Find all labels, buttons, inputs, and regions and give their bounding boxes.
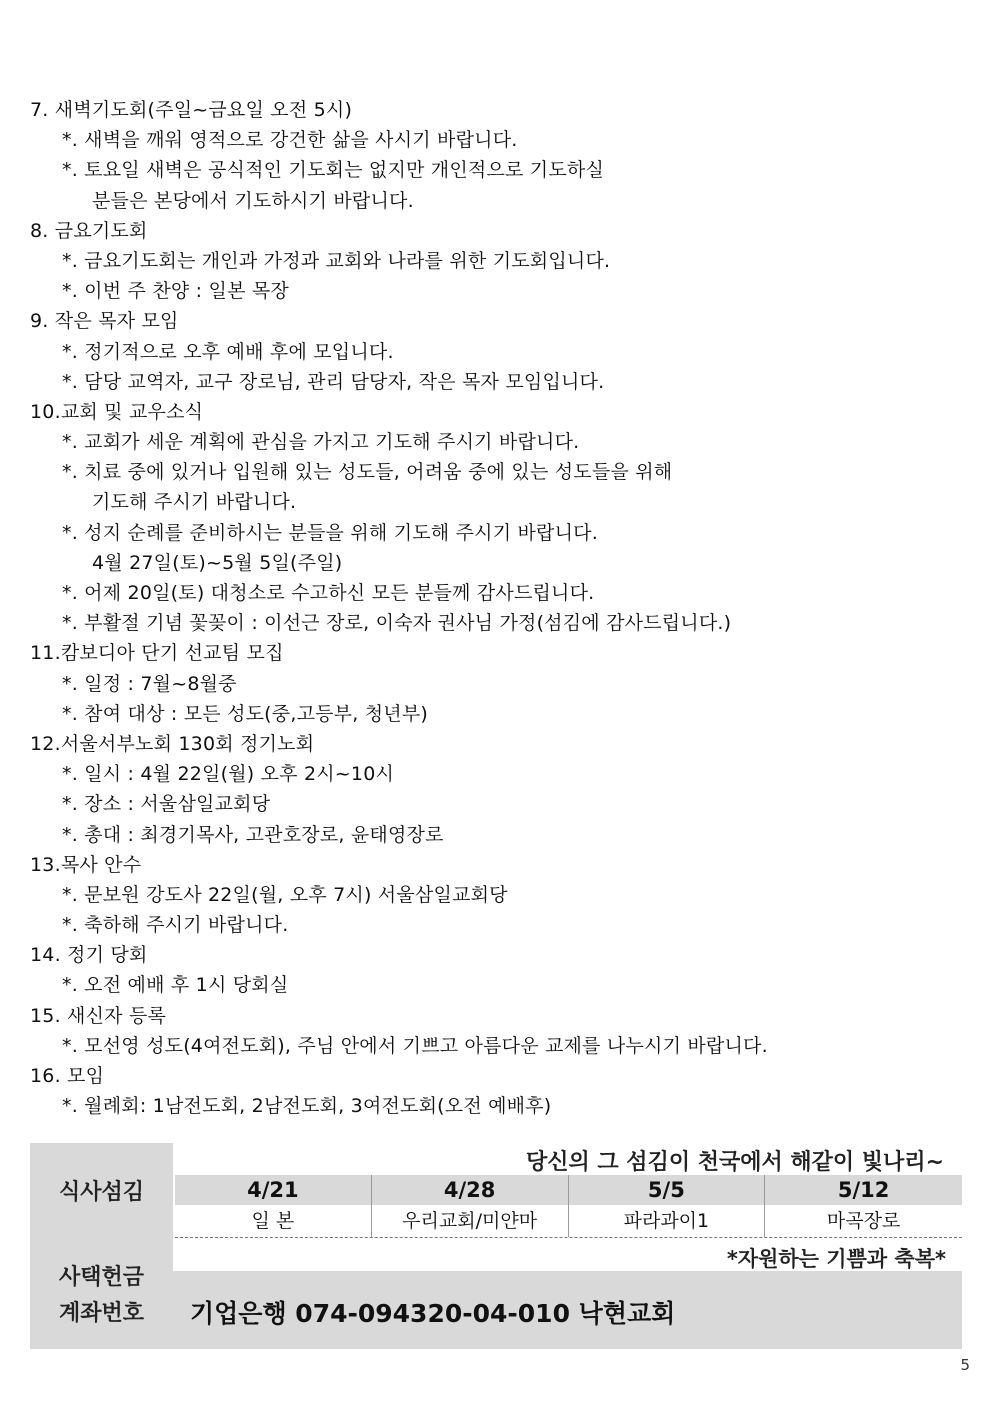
announcement-item: *. 장소 : 서울삼일교회당 [62,793,271,816]
announcement-item: *. 부활절 기념 꽃꽂이 : 이선근 장로, 이숙자 권사님 가정(섬김에 감사드립니다.) [62,612,732,635]
section-heading: 13.목사 안수 [30,853,142,876]
section-heading: 7. 새벽기도회(주일~금요일 오전 5시) [30,99,353,121]
section-heading: 10.교회 및 교우소식 [30,400,204,423]
announcement-item: *. 치료 중에 있거나 입원해 있는 성도들, 어려움 중에 있는 성도들을 위해 [62,461,673,484]
announcement-item: *. 문보원 강도사 22일(월, 오후 7시) 서울삼일교회당 [62,883,508,906]
section-heading: 12.서울서부노회 130회 정기노회 [30,732,315,755]
announcement-item: *. 총대 : 최경기목사, 고관호장로, 윤태영장로 [62,823,444,846]
offering-label: 사택헌금 [58,1265,144,1290]
server-cell: 우리교회/미얀마 [372,1205,569,1237]
announcement-item: *. 담당 교역자, 교구 장로님, 관리 담당자, 작은 목자 모임입니다. [62,370,605,393]
section-heading: 8. 금요기도회 [30,219,148,242]
meal-service-panel [173,1143,962,1271]
page-number: 5 [960,1356,970,1374]
announcement-list [30,95,970,1121]
date-cell: 5/12 [837,1178,890,1202]
announcement-item: *. 새벽을 깨워 영적으로 강건한 삶을 사시기 바랍니다. [62,129,518,152]
announcement-item: *. 월례회: 1남전도회, 2남전도회, 3여전도회(오전 예배후) [62,1095,552,1118]
announcement-item: *. 모선영 성도(4여전도회), 주님 안에서 기쁘고 아름다운 교제를 나누시기 바랍니다. [62,1034,768,1057]
announcement-item: *. 성지 순례를 준비하시는 분들을 위해 기도해 주시기 바랍니다. [62,521,598,544]
service-info-box [30,1143,962,1349]
account-text: 기업은행 074-094320-04-010 낙현교회 [190,1299,676,1328]
announcement-item: 분들은 본당에서 기도하시기 바랍니다. [92,189,414,212]
offering-note: *자원하는 기쁨과 축복* [726,1247,946,1271]
announcement-item: *. 참여 대상 : 모든 성도(중,고등부, 청년부) [62,702,428,725]
announcement-item: *. 교회가 세운 계획에 관심을 가지고 기도해 주시기 바랍니다. [62,431,580,454]
server-cell: 일 본 [175,1205,372,1237]
announcement-item: *. 일정 : 7월~8월중 [62,672,237,695]
announcement-item: *. 오전 예배 후 1시 당회실 [62,974,289,997]
slogan-text: 당신의 그 섬김이 천국에서 해같이 빛나리~ [525,1150,944,1175]
announcement-item: 4월 27일(토)~5월 5일(주일) [92,551,343,574]
account-label: 계좌번호 [58,1301,144,1326]
announcement-item: *. 일시 : 4월 22일(월) 오후 2시~10시 [62,763,395,786]
announcement-item: *. 이번 주 찬양 : 일본 목장 [62,280,289,303]
section-heading: 9. 작은 목자 모임 [30,310,179,333]
server-cell: 파라과이1 [569,1205,766,1237]
meal-servers-row [175,1205,962,1238]
announcement-item: 기도해 주시기 바랍니다. [92,491,297,514]
section-heading: 16. 모임 [30,1065,105,1087]
announcement-item: *. 어제 20일(토) 대청소로 수고하신 모든 분들께 감사드립니다. [62,582,595,604]
section-heading: 15. 새신자 등록 [30,1004,167,1027]
meal-dates-row [175,1175,962,1205]
announcement-item: *. 금요기도회는 개인과 가정과 교회와 나라를 위한 기도회입니다. [62,249,611,272]
date-cell: 5/5 [569,1175,766,1205]
section-heading: 14. 정기 당회 [30,944,148,967]
date-cell: 4/21 [175,1175,372,1205]
announcement-item: *. 정기적으로 오후 예배 후에 모입니다. [62,340,394,363]
section-heading: 11.캄보디아 단기 선교팀 모집 [30,642,284,665]
date-cell: 4/28 [372,1175,569,1205]
announcement-item: *. 토요일 새벽은 공식적인 기도회는 없지만 개인적으로 기도하실 [62,159,605,182]
announcement-item: *. 축하해 주시기 바랍니다. [62,914,289,937]
server-cell: 마곡장로 [826,1210,901,1232]
meal-service-label: 식사섬김 [58,1180,144,1205]
